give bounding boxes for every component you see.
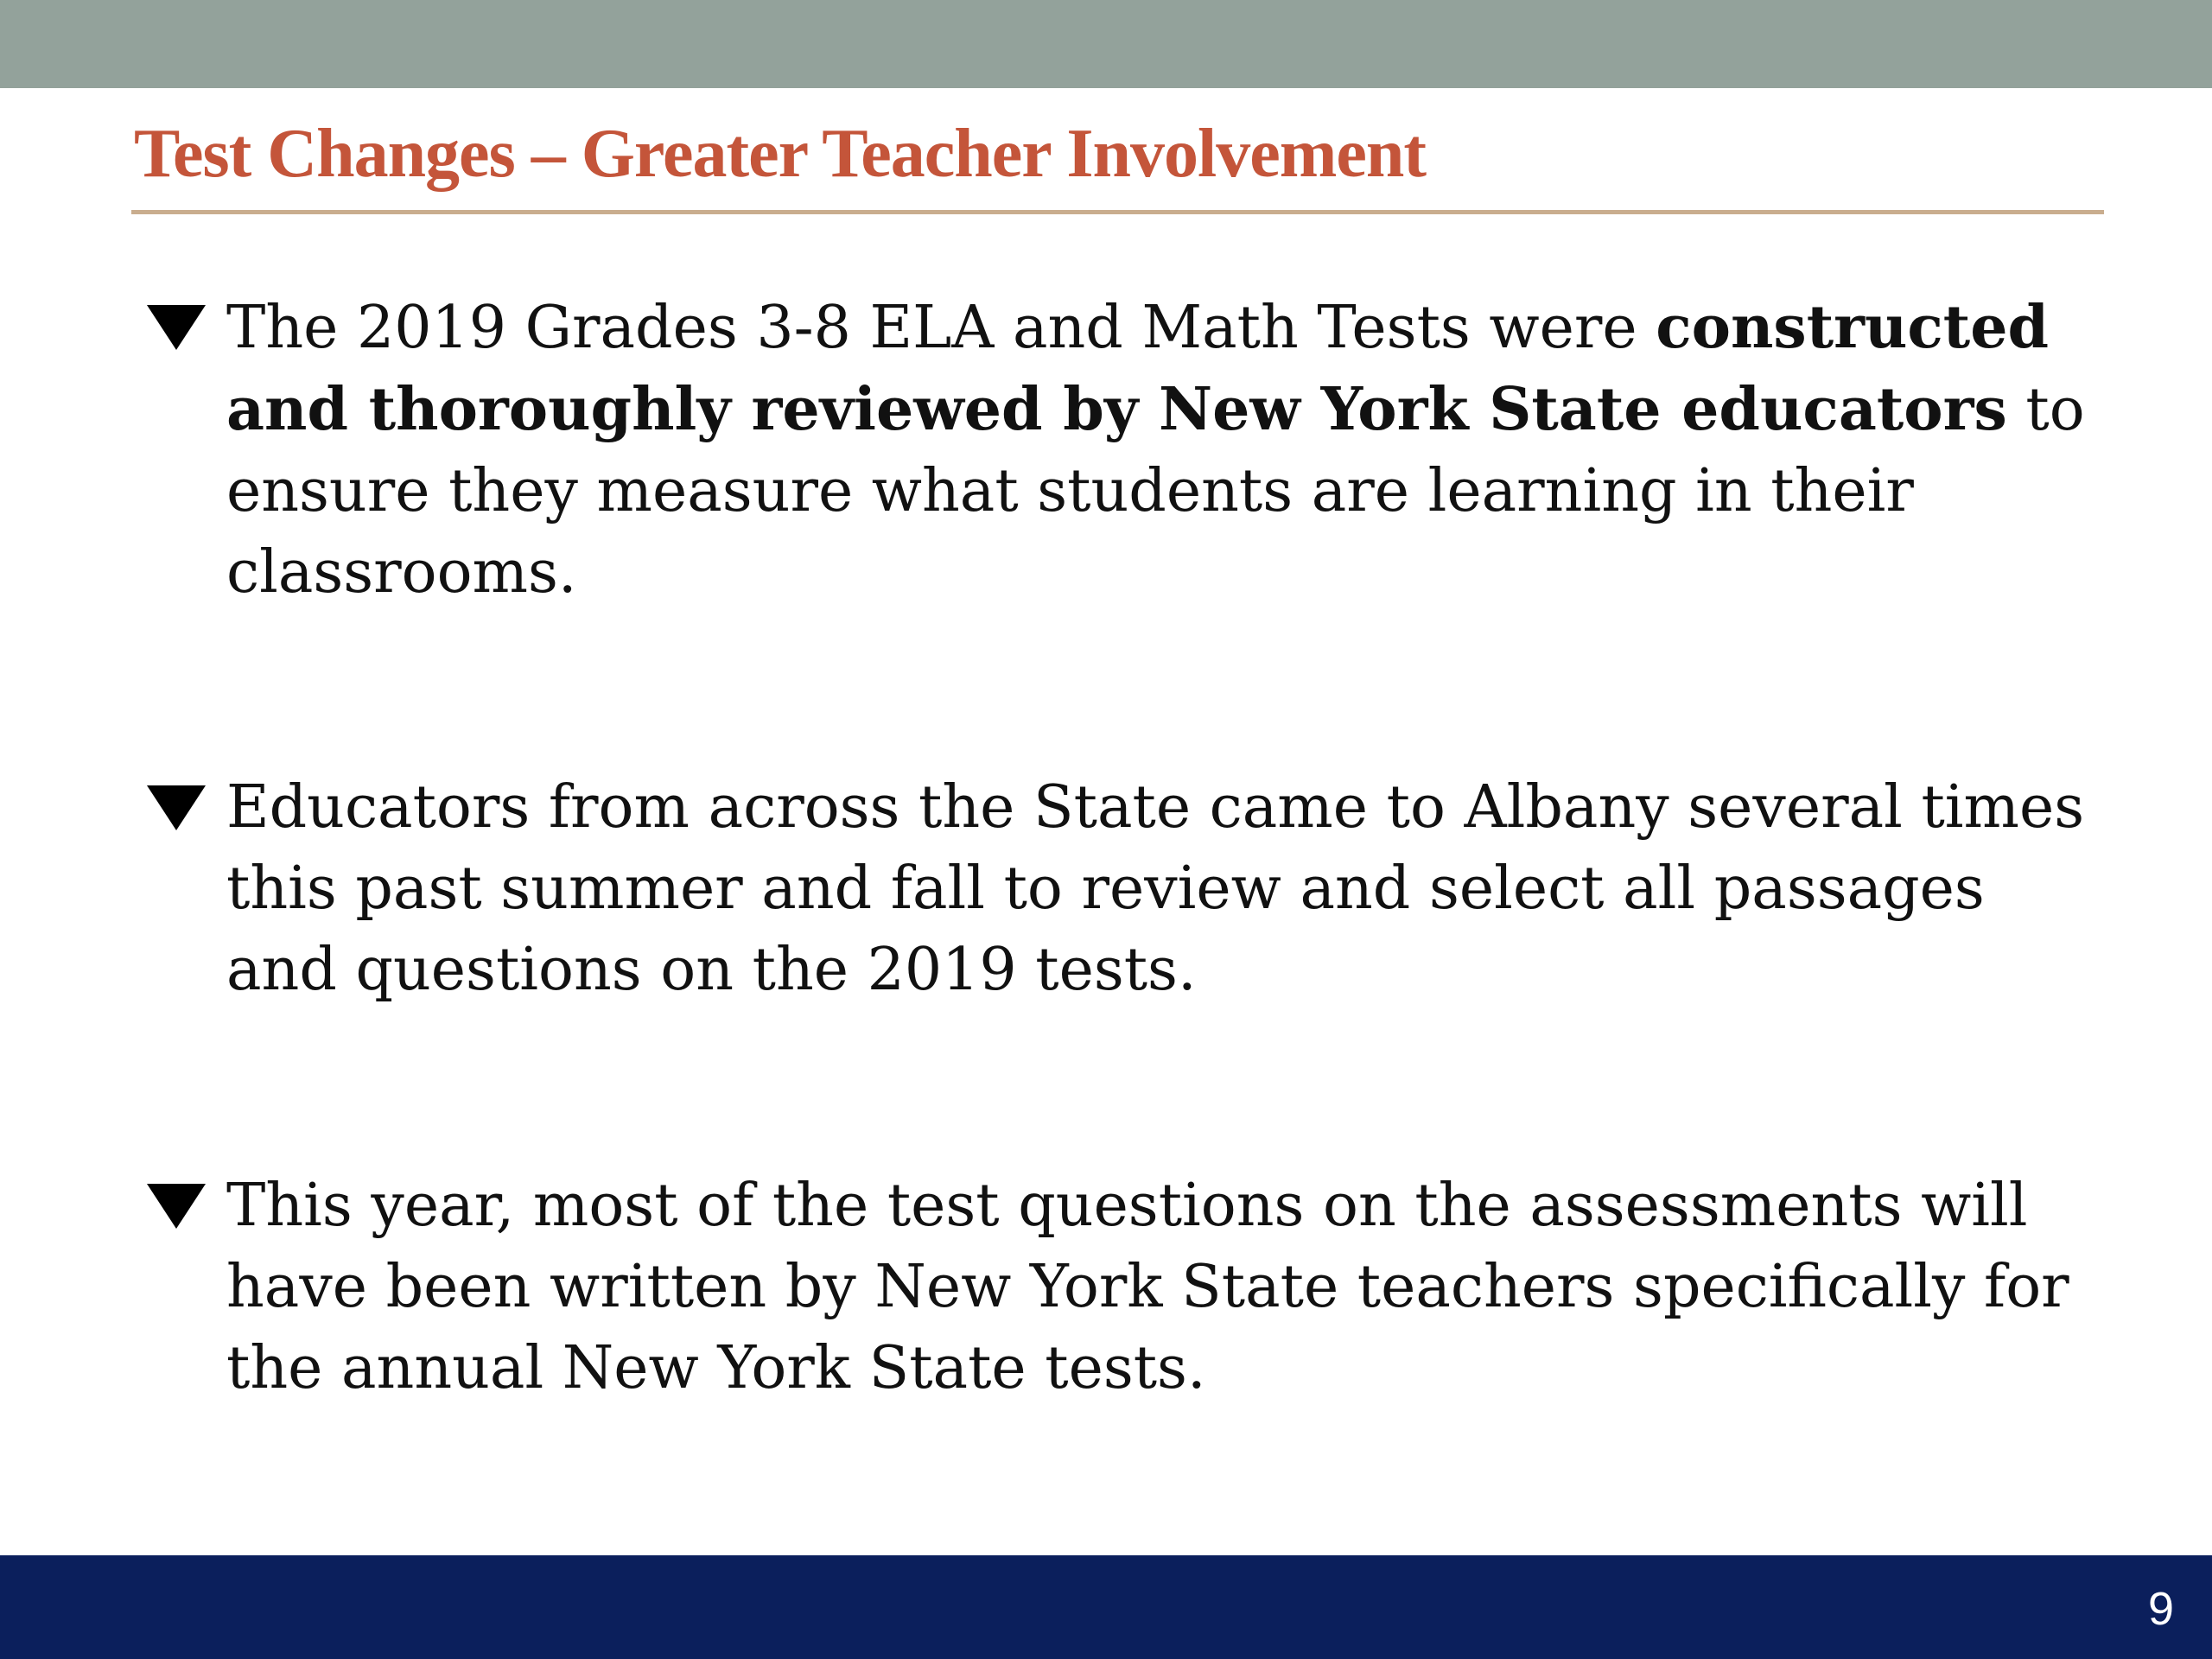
triangle-bullet-icon [147,305,206,350]
title-underline [131,210,2104,214]
bullet-text-lead: This year, most of the test questions on the assessments will have been written by New York State teachers specifically for the annual New York State tests. [226,1172,2069,1402]
bullet-text [226,1166,2110,1409]
triangle-bullet-icon [147,1184,206,1229]
bullet-text-tail: to ensure they measure what students are learning in their classrooms. [226,376,2085,607]
slide-title: Test Changes – Greater Teacher Involvement [134,116,1426,192]
bullet-text-emphasis: constructed and thoroughly reviewed by New York State educators [226,293,2050,444]
bullet-text [226,767,2110,1011]
footer-bar [0,1555,2212,1659]
slide-number: 9 [2147,1583,2174,1635]
bullet-text [226,287,2110,613]
bullet-text-lead: The 2019 Grades 3-8 ELA and Math Tests were [226,294,1656,362]
header-bar [0,0,2212,88]
triangle-bullet-icon [147,785,206,830]
bullet-text-lead: Educators from across the State came to Albany several times this past summer and fall to review and select all passages and questions on the 2019 tests. [226,773,2085,1004]
